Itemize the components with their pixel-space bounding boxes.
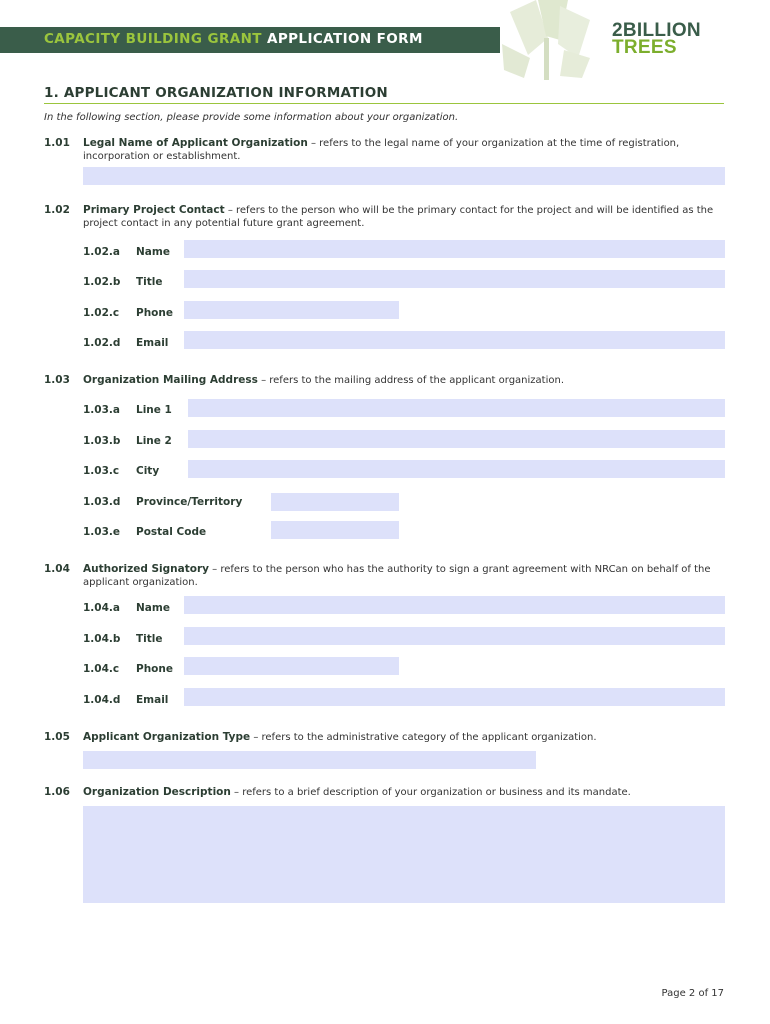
question-number: 1.04 [44,563,70,575]
signatory-email-field[interactable] [184,688,725,706]
question-description: – refers to the administrative category of the applicant organization. [250,732,597,743]
province-field[interactable] [271,493,399,511]
contact-phone-field[interactable] [184,301,399,319]
sub-question-label: Title [136,276,163,288]
question-text [83,374,723,387]
section-divider [44,103,724,104]
question-label: Primary Project Contact [83,204,225,216]
question-description: – refers to the legal name of your organization at the time of registration, incorporation or establishment. [83,138,680,162]
city-field[interactable] [188,460,725,478]
question-text [83,563,723,589]
form-title-rest: APPLICATION FORM [267,31,423,47]
sub-question-number: 1.02.d [83,337,121,349]
organization-type-field[interactable] [83,751,536,769]
page-number: Page 2 of 17 [661,988,724,999]
question-description: – refers to a brief description of your organization or business and its mandate. [230,787,631,798]
sub-question-number: 1.02.c [83,307,120,319]
tree-icon [498,0,598,80]
form-title-accent: CAPACITY BUILDING GRANT [44,31,262,47]
sub-question-label: Name [136,246,170,258]
question-description: – refers to the person who has the authority to sign a grant agreement with NRCan on behalf of the applicant organization. [83,564,711,588]
question-number: 1.01 [44,137,70,149]
signatory-title-field[interactable] [184,627,725,645]
question-label: Legal Name of Applicant Organization [83,137,308,149]
question-label: Authorized Signatory [83,563,209,575]
section-intro: In the following section, please provide some information about your organization. [44,112,459,123]
sub-question-label: Postal Code [136,526,207,538]
contact-email-field[interactable] [184,331,725,349]
signatory-phone-field[interactable] [184,657,399,675]
question-number: 1.05 [44,731,70,743]
sub-question-number: 1.04.d [83,694,121,706]
brand-line-2: TREES [612,37,677,58]
question-number: 1.02 [44,204,70,216]
sub-question-label: Email [136,337,169,349]
address-line1-field[interactable] [188,399,725,417]
question-text [83,786,723,799]
question-number: 1.06 [44,786,70,798]
question-label: Organization Mailing Address [83,374,258,386]
sub-question-number: 1.03.e [83,526,121,538]
contact-title-field[interactable] [184,270,725,288]
question-label: Organization Description [83,786,231,798]
form-title [44,31,423,47]
sub-question-label: Title [136,633,163,645]
sub-question-label: Line 1 [136,404,172,416]
question-description: – refers to the person who will be the primary contact for the project and will be identified as the project contact in any potential future grant agreement. [83,205,714,229]
question-text [83,731,723,744]
sub-question-label: Phone [136,307,173,319]
question-number: 1.03 [44,374,70,386]
sub-question-label: Line 2 [136,435,172,447]
address-line2-field[interactable] [188,430,725,448]
sub-question-number: 1.04.a [83,602,120,614]
question-description: – refers to the mailing address of the applicant organization. [257,375,565,386]
legal-name-field[interactable] [83,167,725,185]
sub-question-number: 1.03.d [83,496,121,508]
sub-question-label: Phone [136,663,173,675]
postal-code-field[interactable] [271,521,399,539]
brand-logo [612,22,701,56]
question-text [83,204,723,230]
sub-question-number: 1.03.b [83,435,121,447]
brand-line-1: 2BILLION [612,20,701,41]
organization-description-field[interactable] [83,806,725,903]
sub-question-number: 1.03.a [83,404,120,416]
signatory-name-field[interactable] [184,596,725,614]
sub-question-number: 1.02.b [83,276,121,288]
sub-question-label: Email [136,694,169,706]
sub-question-number: 1.02.a [83,246,120,258]
contact-name-field[interactable] [184,240,725,258]
question-text [83,137,723,163]
sub-question-number: 1.04.c [83,663,120,675]
sub-question-label: City [136,465,160,477]
sub-question-number: 1.04.b [83,633,121,645]
section-title: 1. APPLICANT ORGANIZATION INFORMATION [44,85,388,101]
sub-question-label: Province/Territory [136,496,243,508]
sub-question-label: Name [136,602,170,614]
question-label: Applicant Organization Type [83,731,251,743]
sub-question-number: 1.03.c [83,465,120,477]
